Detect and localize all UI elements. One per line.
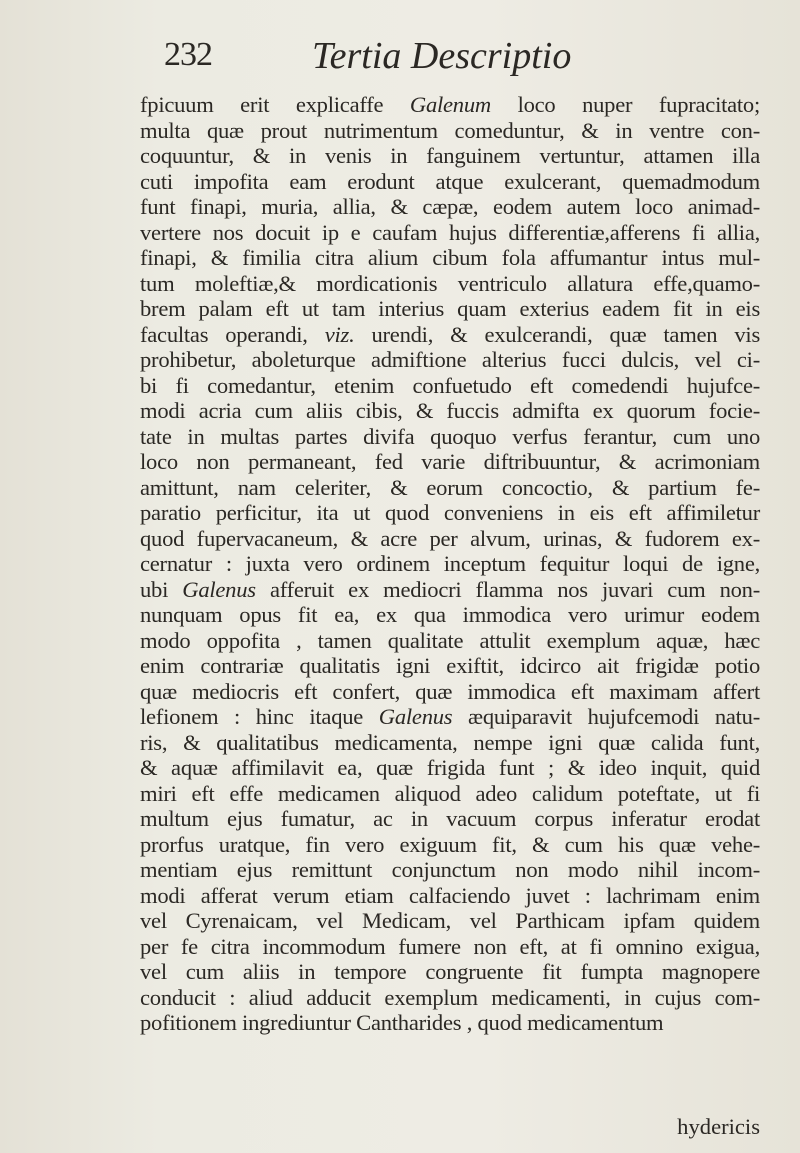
text-line: modi afferat verum etiam calfaciendo juvet : lachrimam enim	[140, 882, 760, 908]
text-line: vel Cyrenaicam, vel Medicam, vel Parthicam ipfam quidem	[140, 908, 760, 933]
text-line: modo oppofita , tamen qualitate attulit exemplum aquæ, hæc	[140, 627, 760, 653]
text-line: per fe citra incommodum fumere non eft, at fi omnino exigua,	[140, 933, 760, 959]
text-line: tum moleftiæ,& mordicationis ventriculo allatura effe,quamo-	[140, 270, 760, 296]
text-line: multum ejus fumatur, ac in vacuum corpus inferatur erodat	[140, 806, 760, 831]
text-line: vel cum aliis in tempore congruente fit fumpta magnopere	[140, 959, 760, 984]
text-line: prohibetur, aboleturque admiftione alterius fucci dulcis, vel ci-	[140, 347, 760, 372]
text-line: loco non permaneant, fed varie diftribuuntur, & acrimoniam	[140, 449, 760, 474]
page-header	[164, 36, 724, 92]
text-line: quod fupervacaneum, & acre per alvum, urinas, & fudorem ex-	[140, 525, 760, 551]
text-line: enim contrariæ qualitatis igni exiftit, idcirco ait frigidæ potio	[140, 653, 760, 678]
text-line: funt finapi, muria, allia, & cæpæ, eodem autem loco animad-	[140, 194, 760, 219]
text-line: vertere nos docuit ip e caufam hujus differentiæ,afferens fi allia,	[140, 219, 760, 245]
text-line: nunquam opus fit ea, ex qua immodica vero urimur eodem	[140, 602, 760, 627]
text-line: cernatur : juxta vero ordinem inceptum fequitur loqui de igne,	[140, 551, 760, 576]
text-line: quæ mediocris eft confert, quæ immodica eft maximam affert	[140, 678, 760, 704]
text-line: bi fi comedantur, etenim confuetudo eft comedendi hujufce-	[140, 372, 760, 398]
catchword: hydericis	[677, 1114, 760, 1139]
text-line: pofitionem ingrediuntur Cantharides , quod medicamentum	[140, 1010, 664, 1035]
text-line: prorfus uratque, fin vero exiguum fit, & cum his quæ vehe-	[140, 831, 760, 857]
text-line: coquuntur, & in venis in fanguinem vertuntur, attamen illa	[140, 143, 760, 168]
text-line: cuti impofita eam erodunt atque exulcerant, quemadmodum	[140, 168, 760, 194]
text-line: finapi, & fimilia citra alium cibum fola affumantur intus mul-	[140, 245, 760, 270]
text-line: mentiam ejus remittunt conjunctum non modo nihil incom-	[140, 857, 760, 882]
text-line: modi acria cum aliis cibis, & fuccis admifta ex quorum focie-	[140, 398, 760, 423]
text-line: facultas operandi, viz. urendi, & exulcerandi, quæ tamen vis	[140, 321, 760, 347]
body-text	[140, 92, 760, 1036]
text-line: miri eft effe medicamen aliquod adeo calidum poteftate, ut fi	[140, 780, 760, 806]
text-line: paratio perficitur, ita ut quod conveniens in eis eft affimiletur	[140, 500, 760, 525]
text-line: & aquæ affimilavit ea, quæ frigida funt ; & ideo inquit, quid	[140, 755, 760, 780]
running-title: Tertia Descriptio	[312, 35, 572, 77]
text-line: ubi Galenus afferuit ex mediocri flamma nos juvari cum non-	[140, 576, 760, 602]
text-line: multa quæ prout nutrimentum comeduntur, & in ventre con-	[140, 117, 760, 143]
text-line: ris, & qualitatibus medicamenta, nempe igni quæ calida funt,	[140, 729, 760, 755]
text-line: fpicuum erit explicaffe Galenum loco nuper fupracitato;	[140, 92, 761, 117]
text-line: tate in multas partes divifa quoquo verfus ferantur, cum uno	[140, 423, 760, 449]
text-line: brem palam eft ut tam interius quam exterius eadem fit in eis	[140, 296, 760, 321]
page-number: 232	[164, 36, 212, 73]
text-line: conducit : aliud adducit exemplum medicamenti, in cujus com-	[140, 984, 760, 1010]
text-line: amittunt, nam celeriter, & eorum concoctio, & partium fe-	[140, 474, 760, 500]
text-line: lefionem : hinc itaque Galenus æquiparavit hujufcemodi natu-	[140, 704, 761, 729]
